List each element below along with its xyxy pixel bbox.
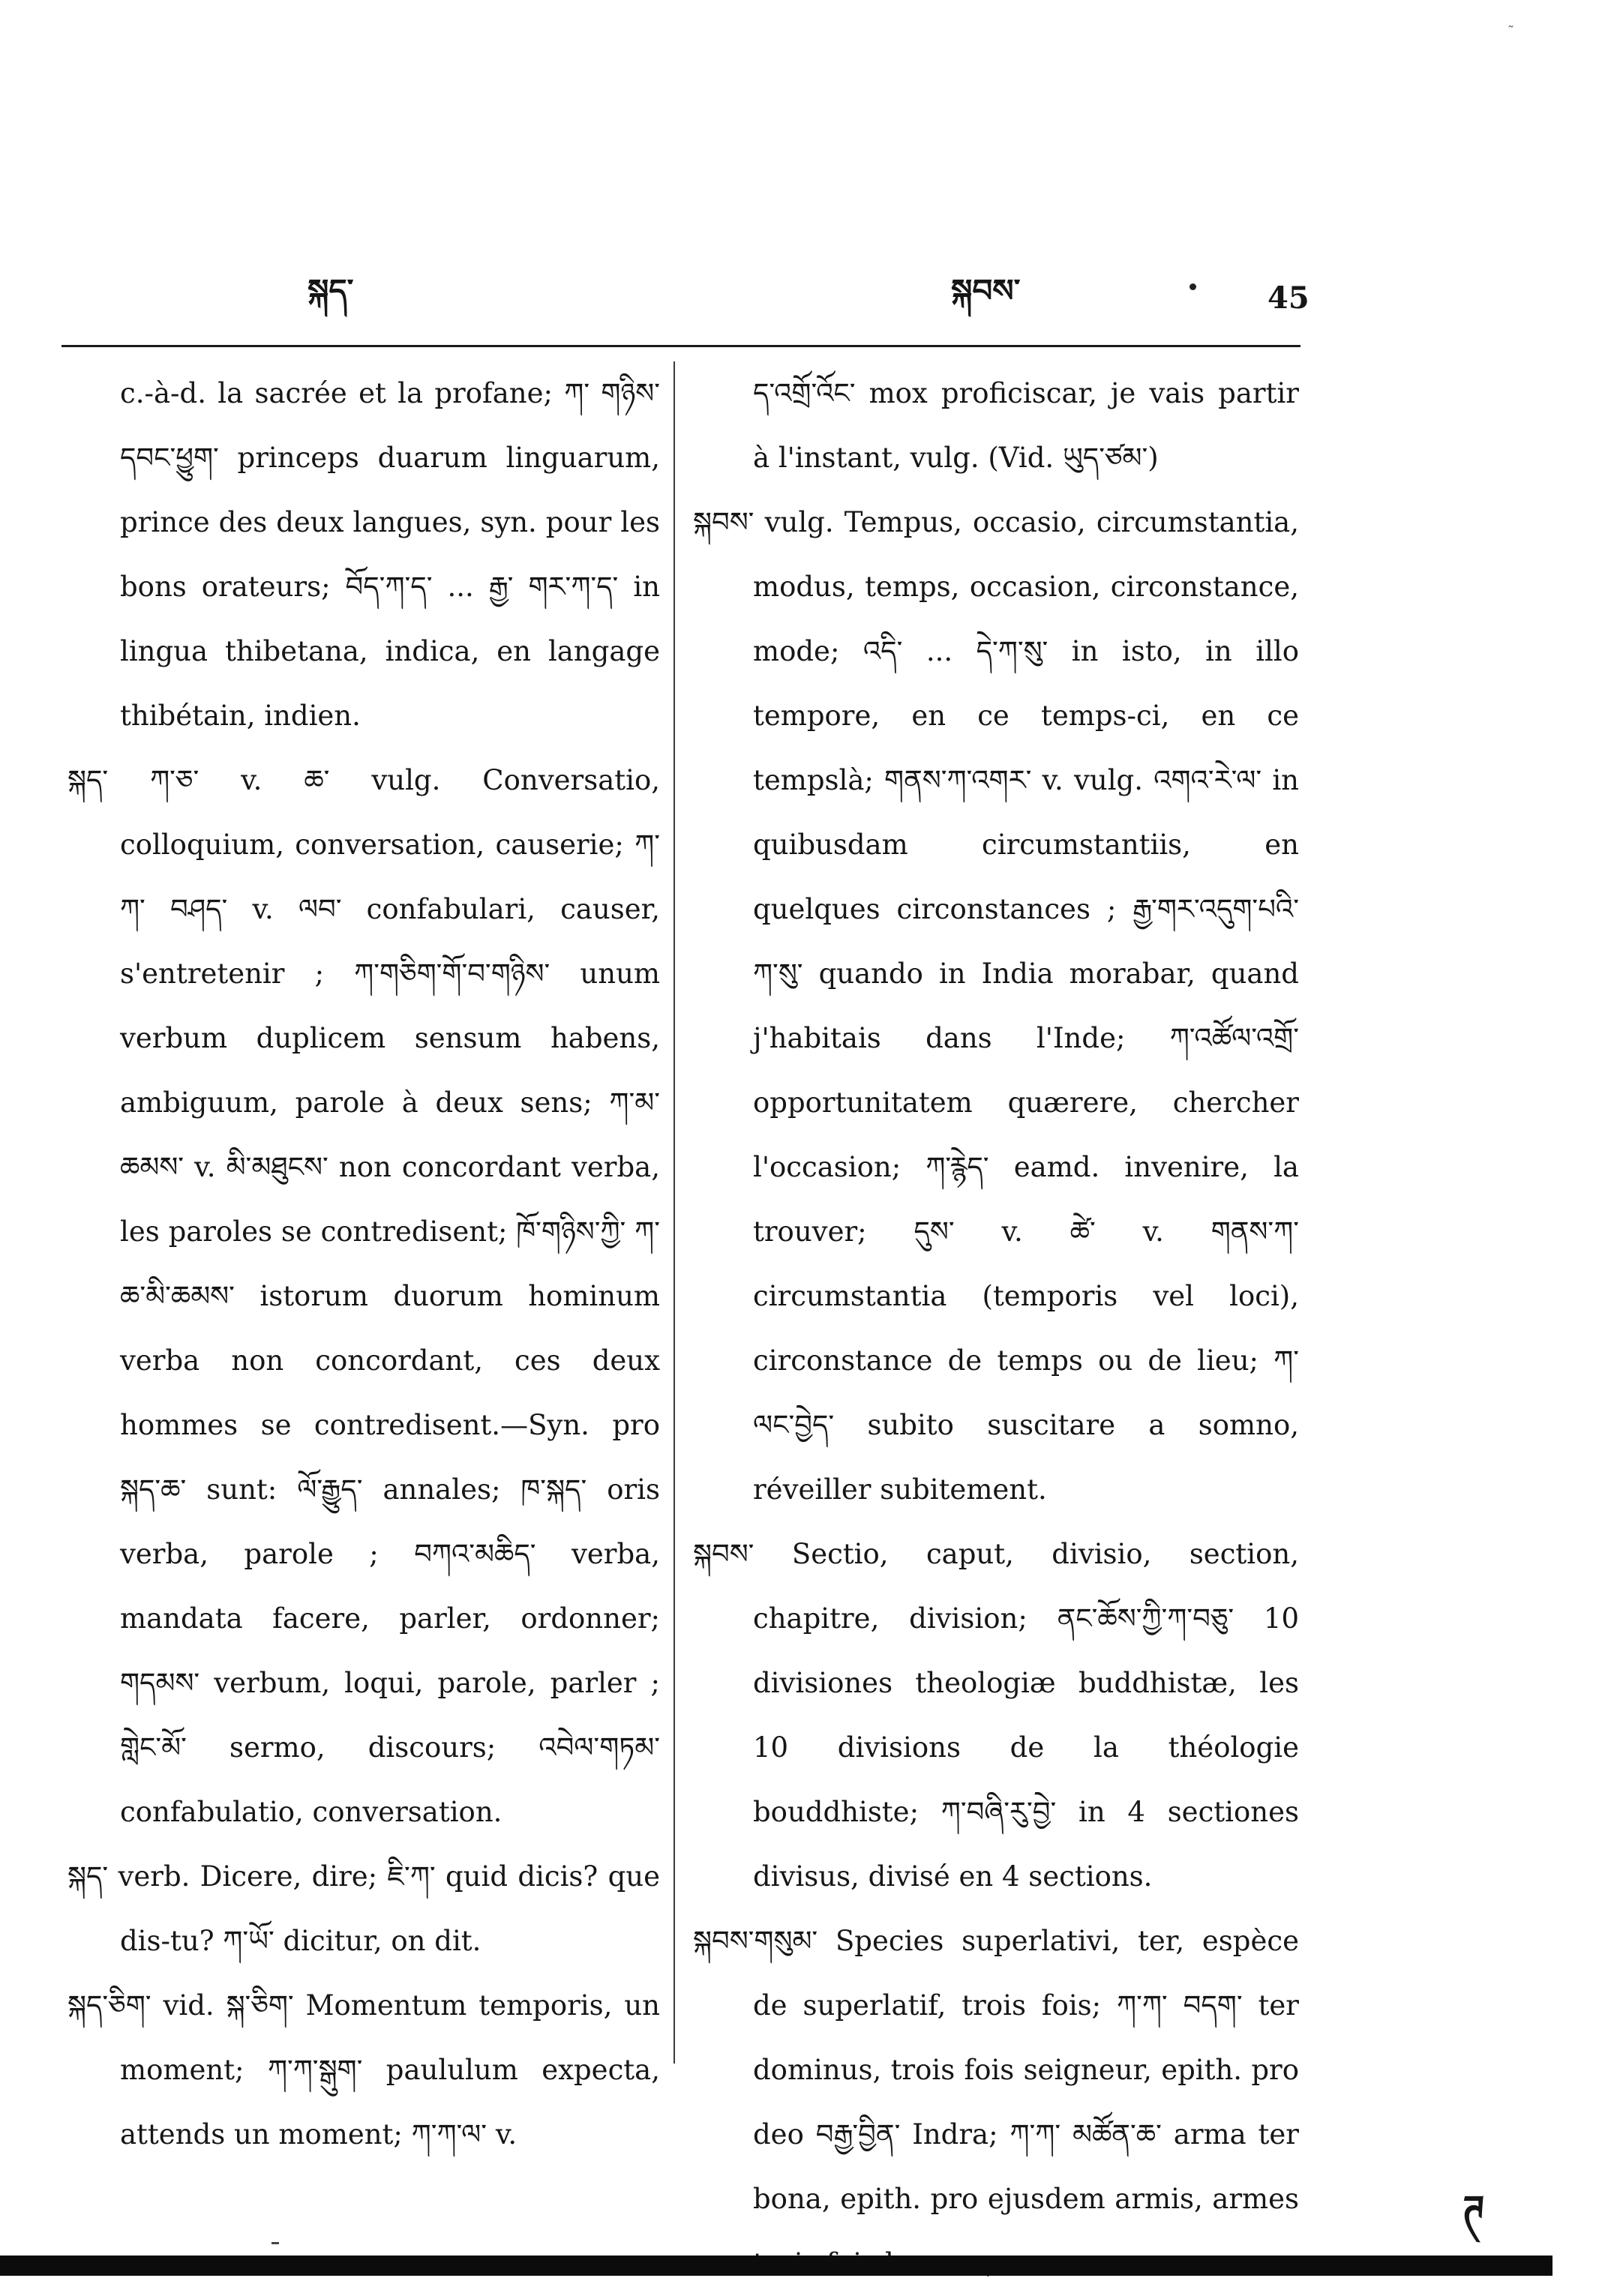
right-column xyxy=(693,361,1299,2296)
entry-skad-cig: སྐད་ཅིག་ vid. སྐ་ཅིག་ Momentum temporis, un moment; ཀ་ཀ་སྒུག་ paululum expecta, attends un moment; ཀ་ཀ་ལ་ v. xyxy=(68,1989,660,2151)
entry-skad-verb: སྐད་ verb. Dicere, dire; ཇི་ཀ་ quid dicis? que dis-tu? ཀ་ཡོ་ dicitur, on dit. xyxy=(68,1860,660,1957)
footer-tick xyxy=(272,2242,279,2244)
entry-continuation-right: ད་འགྲོ་འོང་ mox proficiscar, je vais partir à l'instant, vulg. (Vid. ཡུད་ཙམ་) xyxy=(753,377,1299,474)
entry-skad-noun: སྐད་ ཀ་ཅ་ v. ཆ་ vulg. Conversatio, colloquium, conversation, causerie; ཀ་ཀ་ བཤད་ v. ལབ་ confabulari, causer, s'entretenir ; ཀ་གཅིག་གོ་བ་གཉིས་ unum verbum duplicem sensum habens, ambiguum, parole à deux sens; ཀ་མ་ཆམས་ v. མི་མཐུངས་ non concordant verba, les paroles se contredisent; ཁོ་གཉིས་ཀྱི་ ཀ་ཆ་མི་ཆམས་ istorum duorum hominum verba non concordant, ces deux hommes se contredisent.—Syn. pro སྐད་ཆ་ sunt: ལོ་རྒྱུད་ annales; ཁ་སྐད་ oris verba, parole ; བཀའ་མཆིད་ verba, mandata facere, parler, ordonner; གདམས་ verbum, loqui, parole, parler ; གླེང་མོ་ sermo, discours; འབེལ་གཏམ་ confabulatio, conversation. xyxy=(68,764,660,1828)
running-head-right: སྐབས་ xyxy=(951,272,1021,309)
column-divider xyxy=(674,361,675,2064)
header-dot xyxy=(1190,283,1196,290)
left-column xyxy=(68,361,660,2167)
header-rule xyxy=(62,345,1300,347)
scan-edge-bar xyxy=(0,2256,1552,2276)
page-number: 45 xyxy=(1268,280,1310,316)
entry-skabs-tempus: སྐབས་ vulg. Tempus, occasio, circumstantia, modus, temps, occasion, circonstance, mode; འདི་ ... དེ་ཀ་སུ་ in isto, in illo tempore, en ce temps-ci, en ce tempslà; གནས་ཀ་འགར་ v. vulg. འགའ་རེ་ལ་ in quibusdam circumstantiis, en quelques circonstances ; རྒྱ་གར་འདུག་པའི་ ཀ་སུ་ quando in India morabar, quand j'habitais dans l'Inde; ཀ་འཚོལ་འགྲོ་ opportunitatem quærere, chercher l'occasion; ཀ་རྙེད་ eamd. invenire, la trouver; དུས་ v. ཚེ་ v. གནས་ཀ་ circumstantia (temporis vel loci), circonstance de temps ou de lieu; ཀ་ལང་བྱེད་ subito suscitare a somno, réveiller subitement. xyxy=(693,506,1299,1506)
entry-continuation: c.-à-d. la sacrée et la profane; ཀ་ གཉིས་དབང་ཕྱུག་ princeps duarum linguarum, prince des deux langues, syn. pour les bons orateurs; བོད་ཀ་ད་ ... རྒྱ་ གར་ཀ་ད་ in lingua thibetana, indica, en langage thibétain, indien. xyxy=(120,377,660,732)
corner-mark: ˜ xyxy=(1508,24,1514,40)
entry-skabs-gsum: སྐབས་གསུམ་ Species superlativi, ter, espèce de superlatif, trois fois; ཀ་ཀ་ བདག་ ter dominus, trois fois seigneur, epith. pro deo བརྒྱ་བྱིན་ Indra; ཀ་ཀ་ མཚོན་ཆ་ arma ter bona, epith. pro ejusdem armis, armes xyxy=(693,1925,1299,2215)
entry-skabs-sectio: སྐབས་ Sectio, caput, divisio, section, chapitre, division; ནང་ཆོས་ཀྱི་ཀ་བཅུ་ 10 divisiones theologiæ buddhistæ, les 10 divisions de la théologie bouddhiste; ཀ་བཞི་རུ་བྱེ་ in 4 sectiones divisus, divisé en 4 sections. xyxy=(693,1538,1299,1893)
signature-mark: ཊ xyxy=(1462,2187,1485,2233)
running-head-left: སྐད་ xyxy=(308,272,354,309)
